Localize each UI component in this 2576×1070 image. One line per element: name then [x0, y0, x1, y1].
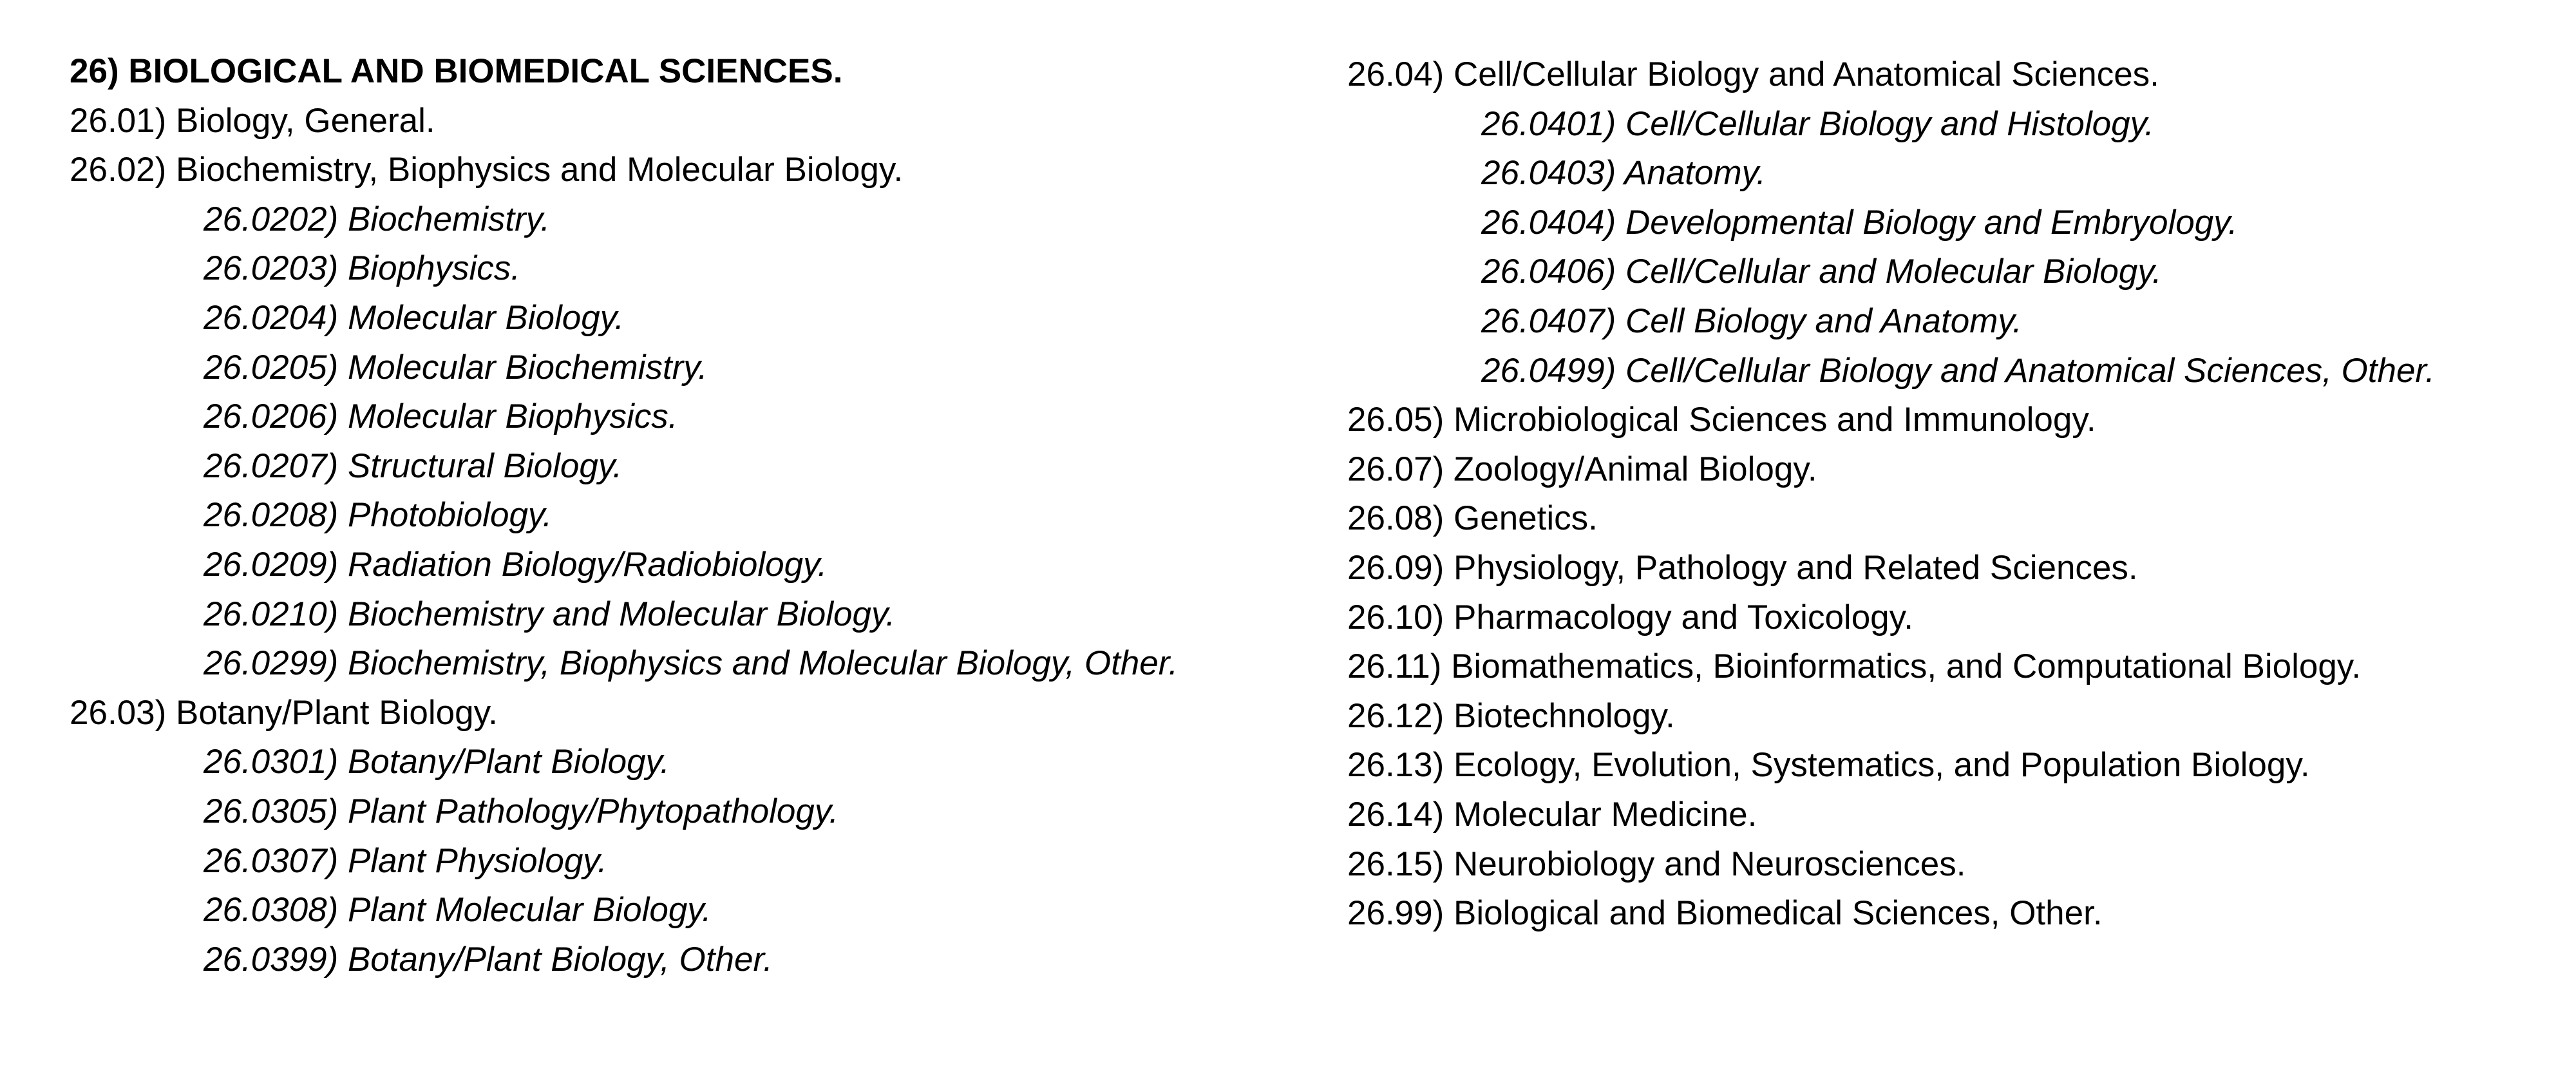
subitem-26-0204: 26.0204) Molecular Biology.	[204, 298, 625, 337]
subitem-26-0202: 26.0202) Biochemistry.	[204, 200, 551, 238]
subitem-26-0407: 26.0407) Cell Biology and Anatomy.	[1481, 301, 2022, 340]
right-column	[1347, 50, 2571, 939]
group-26-12: 26.12) Biotechnology.	[1347, 696, 1675, 735]
subitem-26-0399: 26.0399) Botany/Plant Biology, Other.	[204, 940, 773, 979]
subitem-26-0307: 26.0307) Plant Physiology.	[204, 841, 607, 880]
subitem-26-0406: 26.0406) Cell/Cellular and Molecular Biology.	[1481, 253, 2162, 291]
subitem-26-0404: 26.0404) Developmental Biology and Embryology.	[1481, 203, 2238, 242]
section-heading: 26) BIOLOGICAL AND BIOMEDICAL SCIENCES.	[70, 52, 843, 90]
subitem-26-0206: 26.0206) Molecular Biophysics.	[204, 397, 678, 436]
group-26-01: 26.01) Biology, General.	[70, 101, 435, 140]
group-26-11: 26.11) Biomathematics, Bioinformatics, and Computational Biology.	[1347, 647, 2362, 686]
group-26-04: 26.04) Cell/Cellular Biology and Anatomical Sciences.	[1347, 55, 2159, 93]
group-26-99: 26.99) Biological and Biomedical Sciences, Other.	[1347, 894, 2103, 933]
group-26-10: 26.10) Pharmacology and Toxicology.	[1347, 598, 1913, 636]
subitem-26-0209: 26.0209) Radiation Biology/Radiobiology.	[204, 545, 828, 584]
subitem-26-0499: 26.0499) Cell/Cellular Biology and Anatomical Sciences, Other.	[1481, 351, 2435, 390]
subitem-26-0203: 26.0203) Biophysics.	[204, 249, 521, 288]
group-26-14: 26.14) Molecular Medicine.	[1347, 795, 1757, 834]
group-26-07: 26.07) Zoology/Animal Biology.	[1347, 450, 1817, 488]
left-column	[70, 47, 1325, 984]
subitem-26-0208: 26.0208) Photobiology.	[204, 496, 553, 535]
subitem-26-0299: 26.0299) Biochemistry, Biophysics and Molecular Biology, Other.	[204, 644, 1179, 683]
subitem-26-0305: 26.0305) Plant Pathology/Phytopathology.	[204, 792, 839, 830]
subitem-26-0403: 26.0403) Anatomy.	[1481, 154, 1766, 193]
group-26-02: 26.02) Biochemistry, Biophysics and Molecular Biology.	[70, 151, 904, 189]
group-26-03: 26.03) Botany/Plant Biology.	[70, 693, 498, 732]
subitem-26-0205: 26.0205) Molecular Biochemistry.	[204, 348, 708, 387]
subitem-26-0301: 26.0301) Botany/Plant Biology.	[204, 743, 670, 781]
subitem-26-0401: 26.0401) Cell/Cellular Biology and Histology.	[1481, 104, 2154, 143]
subitem-26-0308: 26.0308) Plant Molecular Biology.	[204, 891, 712, 930]
group-26-05: 26.05) Microbiological Sciences and Immunology.	[1347, 401, 2096, 439]
group-26-09: 26.09) Physiology, Pathology and Related Sciences.	[1347, 548, 2138, 587]
group-26-08: 26.08) Genetics.	[1347, 499, 1598, 538]
subitem-26-0207: 26.0207) Structural Biology.	[204, 446, 623, 485]
group-26-13: 26.13) Ecology, Evolution, Systematics, and Population Biology.	[1347, 746, 2310, 785]
subitem-26-0210: 26.0210) Biochemistry and Molecular Biology.	[204, 595, 896, 633]
group-26-15: 26.15) Neurobiology and Neurosciences.	[1347, 845, 1966, 883]
